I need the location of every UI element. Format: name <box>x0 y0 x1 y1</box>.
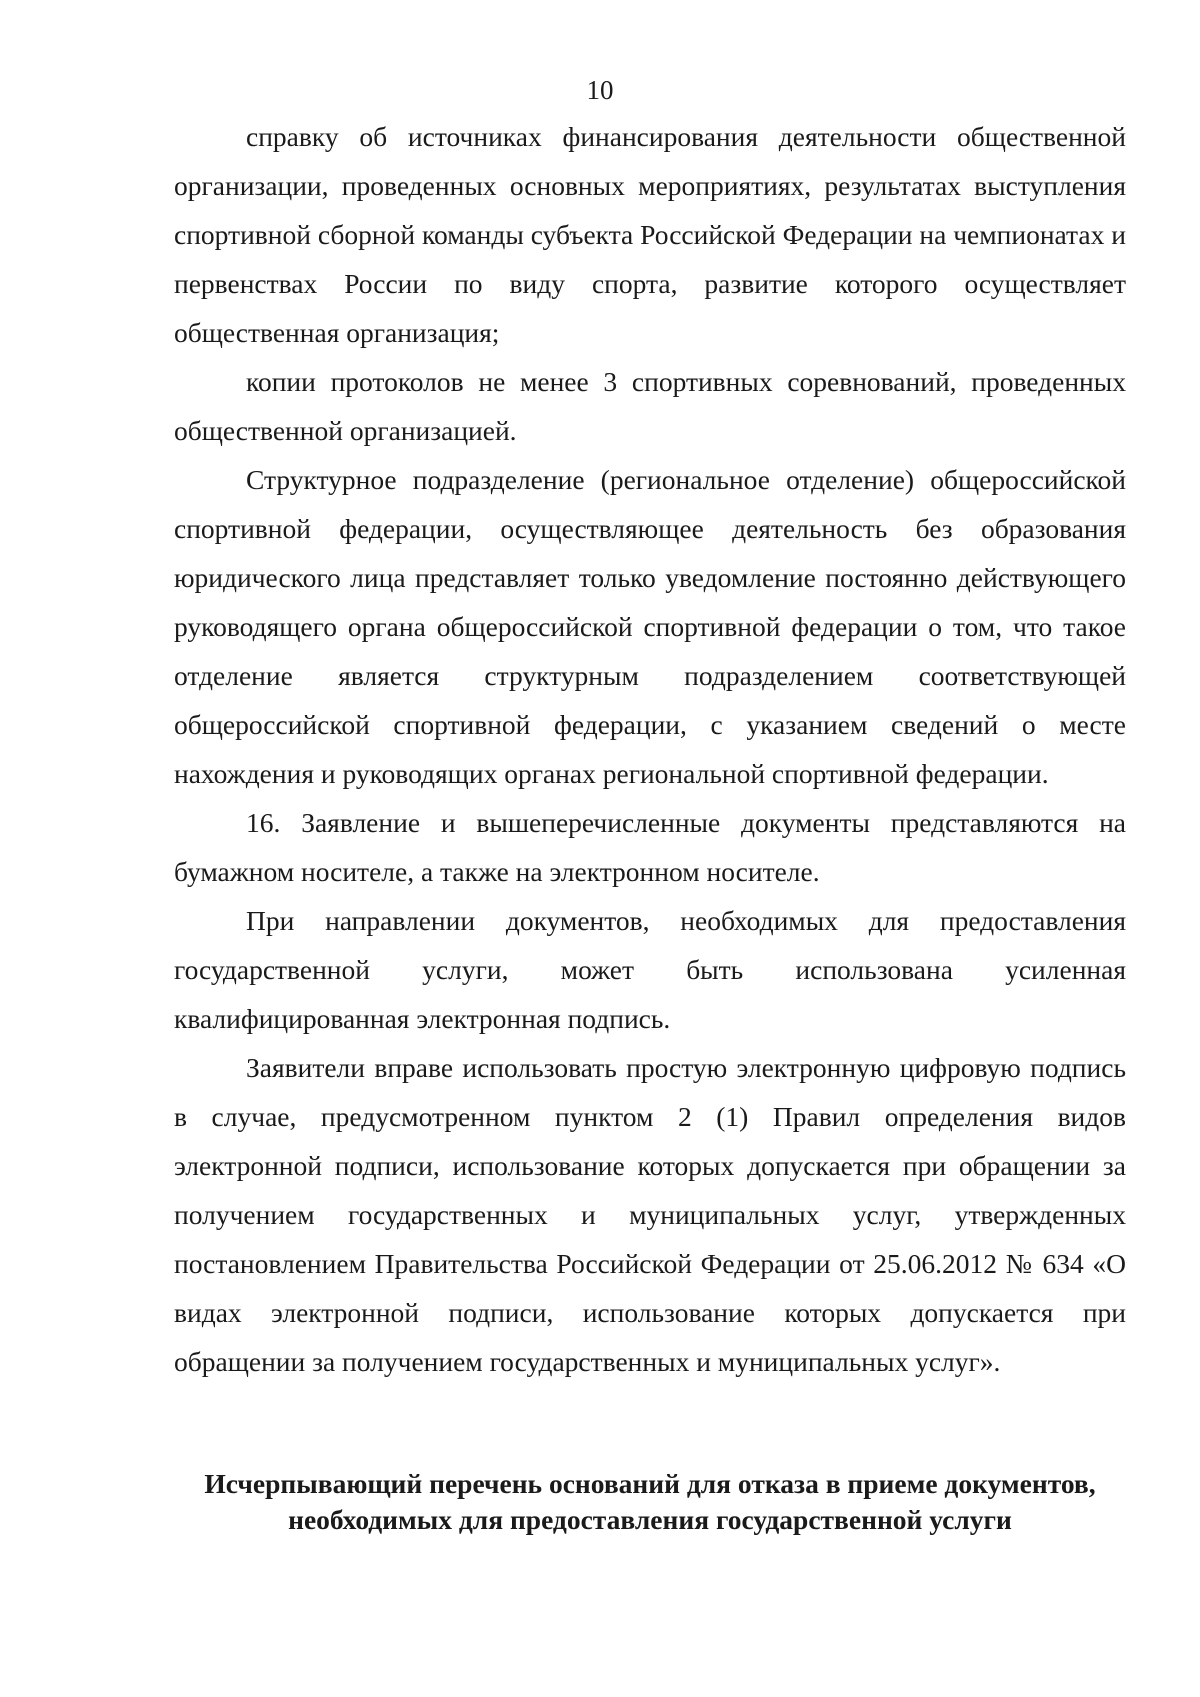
page-number: 10 <box>586 75 614 105</box>
section-heading-line-2: необходимых для предоставления государственной услуги <box>288 1504 1012 1535</box>
paragraph-item-16: 16. Заявление и вышеперечисленные документы представляются на бумажном носителе, а также на электронном носителе. <box>174 807 1126 887</box>
body-text <box>174 112 1126 1386</box>
paragraph-qualified-signature: При направлении документов, необходимых для предоставления государственной услуги, может быть использована усиленная квалифицированная электронная подпись. <box>174 905 1126 1034</box>
paragraph-simple-signature: Заявители вправе использовать простую электронную цифровую подпись в случае, предусмотренном пунктом 2 (1) Правил определения видов электронной подписи, использование которых допускается при обращении за получением государственных и муниципальных услуг, утвержденных постановлением Правительства Российской Федерации от 25.06.2012 № 634 «О видах электронной подписи, использование которых допускается при обращении за получением государственных и муниципальных услуг». <box>174 1052 1126 1377</box>
paragraph-financing-info: справку об источниках финансирования деятельности общественной организации, проведенных основных мероприятиях, результатах выступления спортивной сборной команды субъекта Российской Федерации на чемпионатах и первенствах России по виду спорта, развитие которого осуществляет общественная организация; <box>174 121 1126 348</box>
paragraph-protocol-copies: копии протоколов не менее 3 спортивных соревнований, проведенных общественной организацией. <box>174 366 1126 446</box>
paragraph-structural-division: Структурное подразделение (региональное отделение) общероссийской спортивной федерации, осуществляющее деятельность без образования юридического лица представляет только уведомление постоянно действующего руководящего органа общероссийской спортивной федерации о том, что такое отделение является структурным подразделением соответствующей общероссийской спортивной федерации, с указанием сведений о месте нахождения и руководящих органах региональной спортивной федерации. <box>174 464 1126 789</box>
section-heading <box>150 1466 1150 1538</box>
section-heading-line-1: Исчерпывающий перечень оснований для отказа в приеме документов, <box>204 1468 1096 1499</box>
